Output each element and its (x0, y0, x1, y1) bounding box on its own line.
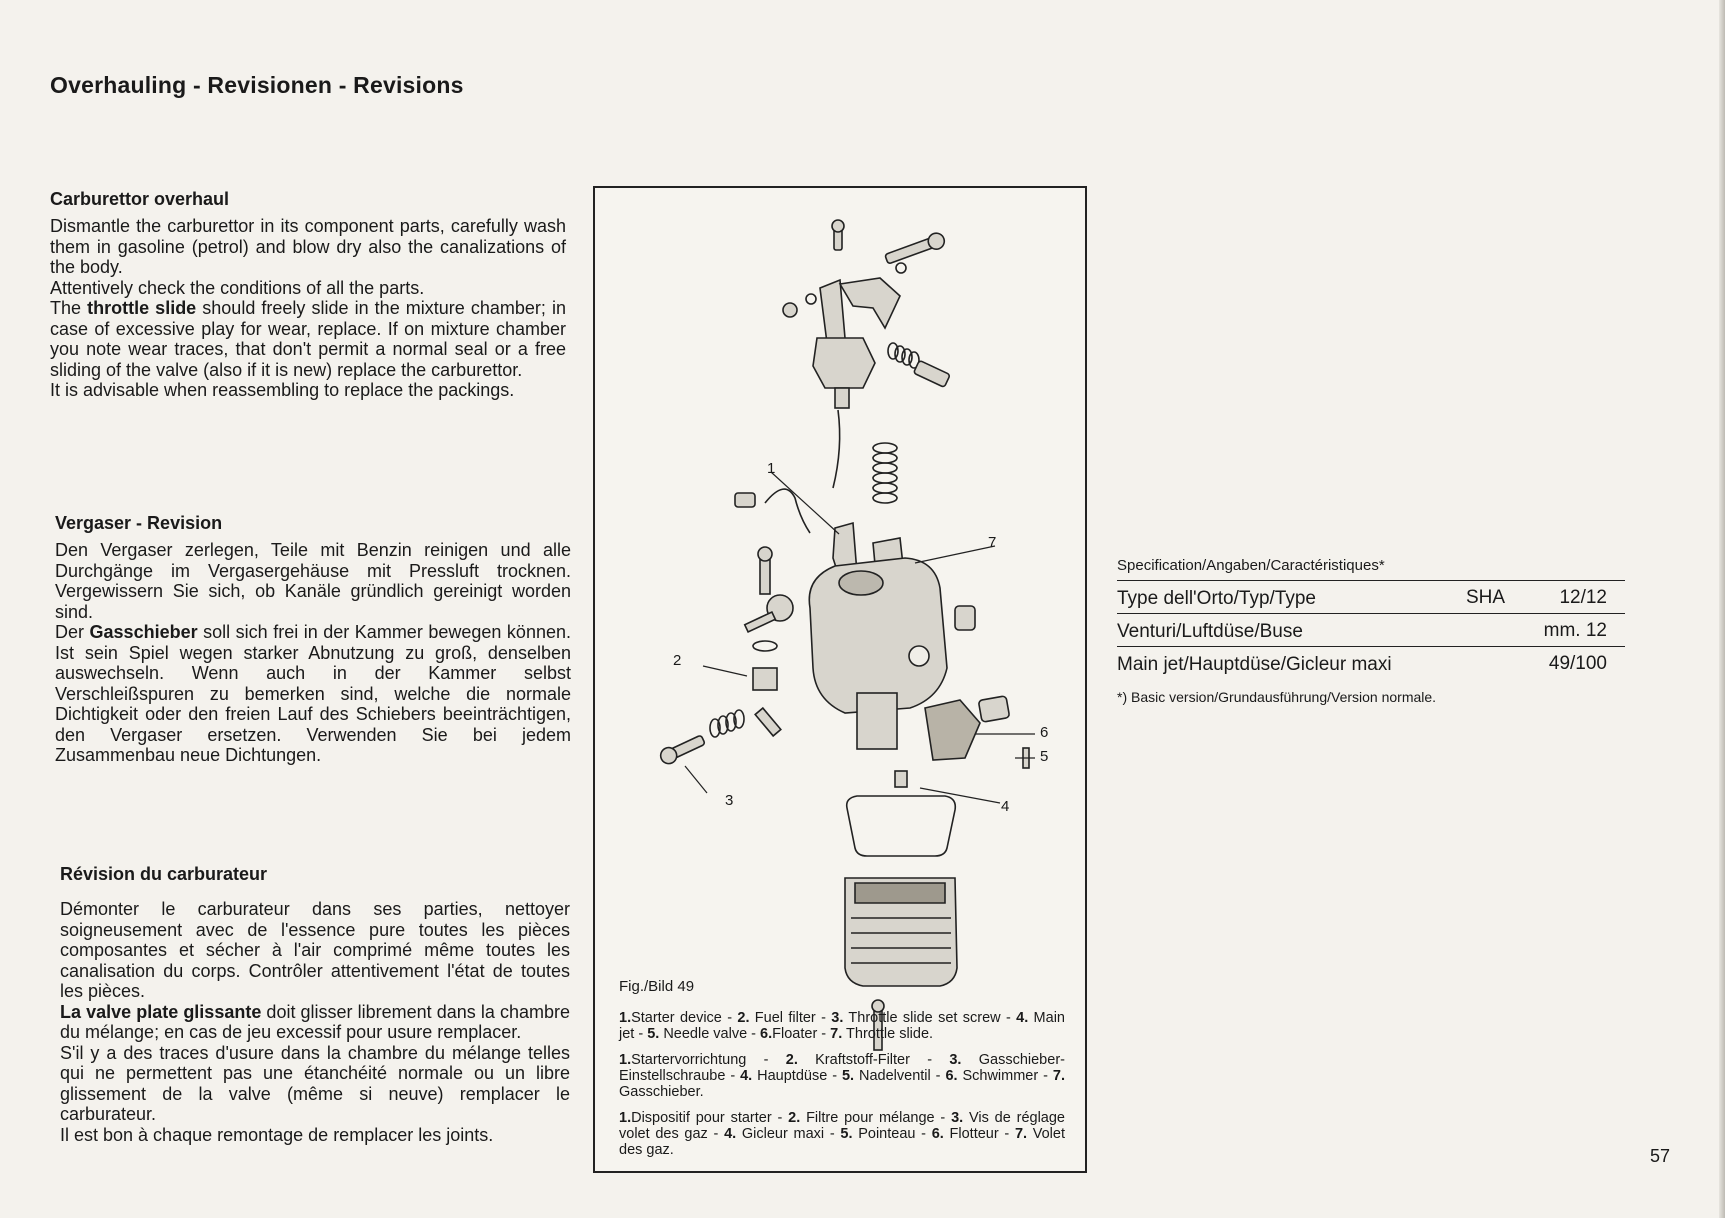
paragraph: Den Vergaser zerlegen, Teile mit Benzin reinigen und alle Durchgänge im Vergasergehäuse mit Pressluft trocknen. Vergewissern Sie sich, ob Kanäle gründlich gereinigt worden sind. (55, 540, 571, 622)
gasket-part (847, 796, 956, 856)
section-french (60, 864, 570, 1145)
main-jet-part (895, 771, 907, 787)
figure-caption: Fig./Bild 49 (619, 978, 695, 995)
lever-bracket-part (840, 278, 900, 328)
section-body-english (50, 216, 566, 401)
spring-part (888, 343, 919, 368)
legend-english: 1.Starter device - 2. Fuel filter - 3. Throttle slide set screw - 4. Main jet - 5. Needle valve - 6.Floater - 7. Throttle slide. (619, 1010, 1065, 1042)
spec-label: Main jet/Hauptdüse/Gicleur maxi (1117, 654, 1392, 675)
section-english (50, 189, 566, 401)
float-bowl-rim-part (855, 883, 945, 903)
bold-term: throttle slide (87, 298, 197, 318)
spec-value: 12/12 (1559, 587, 1607, 608)
throttle-spring-part (873, 443, 897, 503)
paragraph: Dismantle the carburettor in its component parts, carefully wash them in gasoline (petrol) and blow dry also the canalizations of the body. (50, 216, 566, 277)
vertical-screw-part (760, 558, 770, 594)
paragraph: Il est bon à chaque remontage de remplacer les joints. (60, 1124, 494, 1145)
callout-4: 4 (1001, 798, 1010, 815)
specification-table (1117, 557, 1625, 705)
spec-row (1117, 646, 1625, 679)
spec-value-model: SHA (1466, 587, 1506, 608)
washer-part (896, 263, 906, 273)
bold-term: Gasschieber (89, 622, 198, 642)
section-title-german: Vergaser - Revision (55, 513, 223, 533)
spec-value: mm. 12 (1543, 620, 1607, 641)
banjo-tube-part (745, 612, 776, 632)
body-port-part (909, 646, 929, 666)
set-screw-part (658, 732, 706, 766)
callout-3: 3 (725, 792, 734, 809)
figure-box (593, 186, 1087, 1173)
fuel-filter-part (753, 668, 777, 690)
seal-ring-part (753, 641, 777, 651)
washer-part (806, 294, 816, 304)
small-cylinder-part (955, 606, 975, 630)
spec-row (1117, 613, 1625, 646)
callout-2: 2 (673, 652, 682, 669)
page-number: 57 (1649, 1146, 1670, 1166)
page-edge (1719, 0, 1725, 1218)
legend-german: 1.Startervorrichtung - 2. Kraftstoff-Filter - 3. Gasschieber-Einstellschraube - 4. Hauptdüse - 5. Nadelventil - 6. Schwimmer - 7. Gasschieber. (619, 1052, 1065, 1100)
top-screw-head-part (832, 220, 844, 232)
body-lower-part (857, 693, 897, 749)
callout-6: 6 (1040, 724, 1049, 741)
paragraph: S'il y a des traces d'usure dans la chambre du mélange telles qui ne permettent pas une étanchéité normale ou un libre glissement de la valve (même si neuve) remplacer le carburateur. (60, 1042, 570, 1124)
paragraph: The throttle slide should freely slide in the mixture chamber; in case of excessive play for wear, replace. If on mixture chamber you note wear traces, that don't permit a normal seal or a free sliding of the valve (also if it is new) replace the carburettor. (50, 298, 566, 380)
section-title-french: Révision du carburateur (60, 864, 268, 884)
paragraph: La valve plate glissante doit glisser librement dans la chambre du mélange; en cas de jeu excessif pour usure remplacer. (60, 1001, 570, 1042)
screw-head-part (758, 547, 772, 561)
starter-lever-part (820, 280, 845, 343)
set-screw-spring-part (710, 710, 744, 737)
section-title-english: Carburettor overhaul (50, 189, 230, 209)
paragraph: Der Gasschieber soll sich frei in der Kammer bewegen können. Ist sein Spiel wegen starker Abnutzung zu groß, denselben auswechseln. Wenn auch in der Kammer selbst Verschleißspuren zu bemerken sind, welche die normale Dichtigkeit oder den freien Lauf des Schiebers beeinträchtigen, den Vergaser ersetzen. Verwenden Sie bei jedem Zusammenbau neue Dichtungen. (55, 622, 571, 765)
spec-label: Type dell'Orto/Typ/Type (1117, 588, 1316, 609)
cable-rod-part (833, 410, 840, 488)
paragraph: It is advisable when reassembling to replace the packings. (50, 380, 515, 400)
starter-body-part (813, 338, 875, 388)
paragraph: Attentively check the conditions of all the parts. (50, 277, 425, 298)
body-chamber-part (839, 571, 883, 595)
spec-footnote: *) Basic version/Grundausführung/Version normale. (1117, 689, 1437, 705)
wire-spring-part (765, 489, 810, 533)
callout-5: 5 (1040, 748, 1049, 765)
page-heading: Overhauling - Revisionen - Revisions (50, 72, 464, 98)
bolt-part (884, 231, 947, 267)
float-part (925, 700, 980, 760)
bold-term: La valve plate glissante (60, 1001, 262, 1022)
screw-part (735, 493, 755, 507)
legend-french: 1.Dispositif pour starter - 2. Filtre pour mélange - 3. Vis de réglage volet des gaz - 4. Gicleur maxi - 5. Pointeau - 6. Flotteur - 7. Volet des gaz. (619, 1110, 1066, 1158)
sleeve-part (978, 696, 1009, 723)
callout-1: 1 (767, 460, 776, 477)
starter-stem-part (835, 388, 849, 408)
spec-title: Specification/Angaben/Caractéristiques* (1117, 557, 1385, 574)
paragraph: Démonter le carburateur dans ses parties, nettoyer soigneusement avec de l'essence pure toutes les pièces composantes et sécher à l'air comprimé même toutes les canalisation du corps. Contrôler attentivement l'état de toutes les pièces. (60, 899, 570, 1001)
section-body-french (60, 899, 570, 1145)
spec-row (1117, 580, 1625, 613)
pin-part (755, 708, 781, 736)
section-body-german (55, 540, 571, 766)
nut-part (783, 303, 797, 317)
spec-label: Venturi/Luftdüse/Buse (1117, 621, 1303, 642)
spec-value: 49/100 (1548, 653, 1607, 674)
section-german (55, 513, 571, 766)
callout-7: 7 (988, 534, 997, 551)
adjust-screw-part (913, 360, 950, 387)
